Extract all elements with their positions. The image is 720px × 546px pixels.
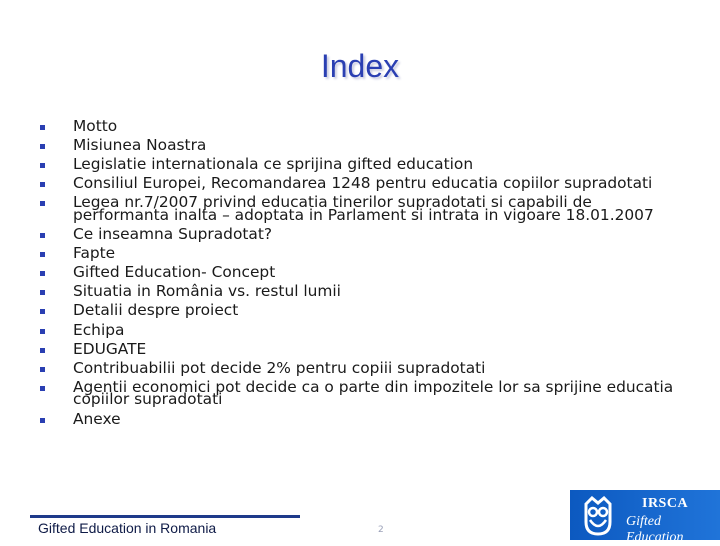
square-bullet-icon [40, 182, 45, 187]
list-item-text: EDUGATE [73, 339, 147, 358]
irsca-logo [570, 490, 720, 545]
list-item-text: Contribuabilii pot decide 2% pentru copiii supradotati [73, 358, 486, 377]
list-item-text: Consiliul Europei, Recomandarea 1248 pentru educatia copiilor supradotati [73, 174, 653, 193]
list-item-text: Misiunea Noastra [73, 136, 207, 155]
list-item-text: Situatia in România vs. restul lumii [73, 282, 341, 301]
list-item [40, 301, 680, 323]
page-number: 2 [378, 525, 384, 535]
square-bullet-icon [40, 329, 45, 334]
slide-title: Index [320, 48, 400, 84]
list-item-text: Gifted Education- Concept [73, 263, 276, 282]
square-bullet-icon [40, 252, 45, 257]
square-bullet-icon [40, 367, 45, 372]
square-bullet-icon [40, 125, 45, 130]
list-item-text: Fapte [73, 244, 116, 263]
list-item-text: Legea nr.7/2007 privind educatia tinerilor supradotati si capabili de performanta inalta – adoptata in Parlament si intrata in vigoare 18.01.2007 [73, 193, 654, 224]
square-bullet-icon [40, 163, 45, 168]
square-bullet-icon [40, 201, 45, 206]
square-bullet-icon [40, 386, 45, 391]
list-item [40, 377, 680, 413]
list-item-text: Ce inseamna Supradotat? [73, 225, 273, 244]
list-item [40, 225, 680, 247]
square-bullet-icon [40, 348, 45, 353]
logo-tagline: Gifted Education [626, 514, 684, 545]
square-bullet-icon [40, 290, 45, 295]
list-item-text: Anexe [73, 409, 121, 428]
list-item-text: Motto [73, 117, 118, 135]
square-bullet-icon [40, 418, 45, 423]
footer-text: Gifted Education in Romania [38, 520, 217, 536]
list-item-text: Legislatie internationala ce sprijina gifted education [73, 155, 474, 174]
list-item-text: Detalii despre proiect [73, 301, 239, 320]
owl-icon [578, 496, 618, 536]
square-bullet-icon [40, 233, 45, 238]
square-bullet-icon [40, 144, 45, 149]
square-bullet-icon [40, 309, 45, 314]
list-item [40, 409, 680, 432]
square-bullet-icon [40, 271, 45, 276]
logo-name: IRSCA [642, 496, 689, 511]
list-item-text: Agentii economici pot decide ca o parte din impozitele lor sa sprijine educatia copiilor supradotati [73, 377, 674, 409]
index-list [40, 117, 680, 432]
list-item-text: Echipa [73, 320, 125, 339]
list-item [40, 193, 680, 228]
